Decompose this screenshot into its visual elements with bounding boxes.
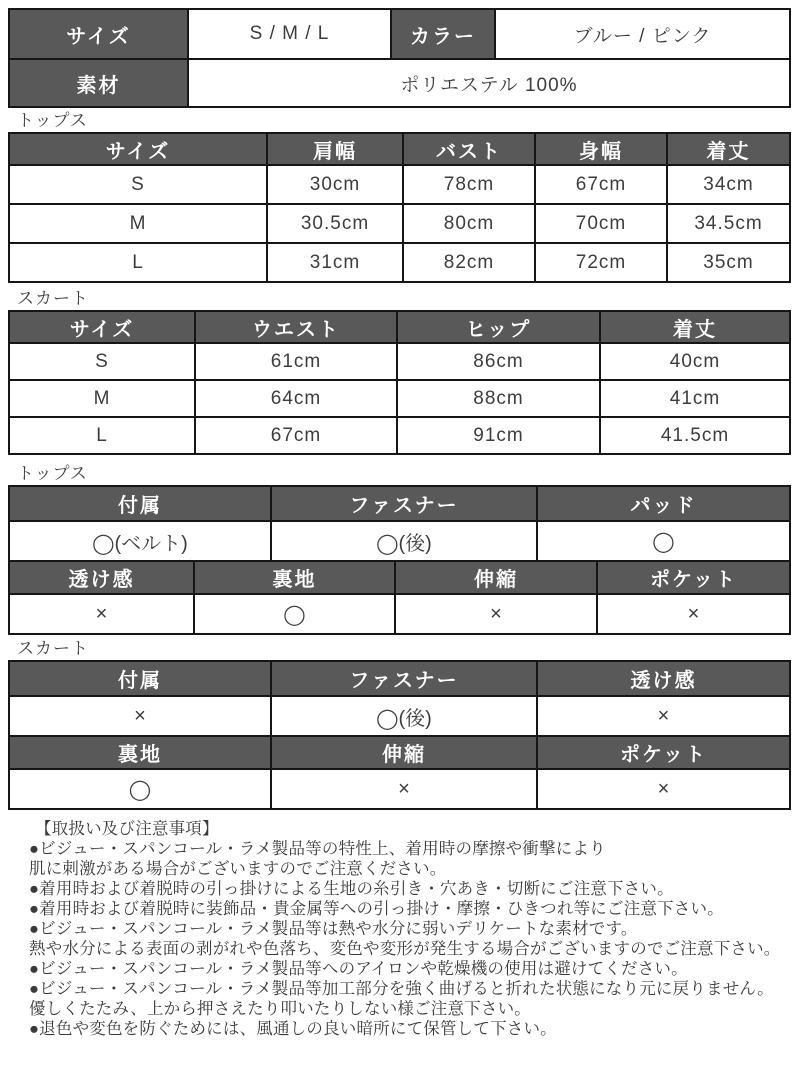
tops-attr-header-stretch: 伸縮 (394, 562, 596, 593)
skirt-attr-value-sheerness: × (536, 697, 789, 735)
skirt-col-header-hip: ヒップ (396, 312, 599, 342)
skirt-attr-header-accessory: 付属 (10, 662, 270, 695)
skirt-attr-value-lining: ◯ (128, 778, 152, 801)
skirt-l-waist: 67cm (194, 418, 396, 453)
care-note-line: 肌に刺激がある場合がございますのでご注意ください。 (29, 860, 447, 878)
care-note-line: ●ビジュー・スパンコール・ラメ製品等へのアイロンや乾燥機の使用は避けてください。 (29, 960, 688, 978)
skirt-m-hip: 88cm (396, 381, 599, 416)
skirt-attr-header-row-1 (10, 662, 789, 695)
skirt-col-header-length: 着丈 (599, 312, 789, 342)
skirt-attr-header-row-2 (10, 735, 789, 768)
tops-s-size: S (131, 173, 145, 195)
care-note-line: ●着用時および着脱時の引っ掛けによる生地の糸引き・穴あき・切断にご注意下さい。 (29, 880, 674, 898)
skirt-attr-value-row-2 (10, 768, 789, 808)
skirt-size-row-m (10, 379, 789, 416)
tops-m-bust: 80cm (402, 205, 534, 242)
skirt-s-length: 40cm (599, 344, 789, 379)
tops-col-header-length: 着丈 (666, 134, 789, 164)
care-notes-title: 【取扱い及び注意事項】 (35, 820, 219, 838)
tops-attr-value-row-1 (10, 520, 789, 560)
material-value-cell: ポリエステル 100% (187, 60, 789, 106)
tops-s-bodywidth: 67cm (534, 166, 666, 203)
tops-attr-header-lining: 裏地 (193, 562, 394, 593)
skirt-col-header-size: サイズ (10, 312, 194, 342)
skirt-attr-table (8, 660, 791, 810)
tops-attr-value-pocket: × (596, 595, 789, 633)
skirt-attr-header-stretch: 伸縮 (270, 737, 536, 768)
tops-attr-header-fastener: ファスナー (270, 487, 536, 520)
product-info-table (8, 8, 791, 108)
tops-size-table (8, 132, 791, 283)
skirt-size-table (8, 310, 791, 455)
tops-m-size: M (129, 212, 147, 234)
tops-attr-header-sheerness: 透け感 (10, 562, 193, 593)
skirt-l-length: 41.5cm (599, 418, 789, 453)
skirt-size-header-row (10, 312, 789, 342)
info-row-size-color (10, 10, 789, 58)
care-note-line: ●着用時および着脱時に装飾品・貴金属等への引っ掛け・摩擦・ひきつれ等にご注意下さい。 (29, 900, 724, 918)
tops-attr-section-label: トップス (17, 464, 88, 483)
tops-attr-value-sheerness: × (95, 602, 108, 625)
tops-attr-header-pad: パッド (536, 487, 789, 520)
size-value-cell: S / M / L (187, 10, 390, 58)
skirt-col-header-waist: ウエスト (194, 312, 396, 342)
skirt-size-section-label: スカート (17, 289, 89, 308)
tops-l-size: L (132, 251, 144, 273)
skirt-attr-header-lining: 裏地 (10, 737, 270, 768)
skirt-attr-header-pocket: ポケット (536, 737, 789, 768)
tops-attr-value-row-2 (10, 593, 789, 633)
tops-size-header-row (10, 134, 789, 164)
tops-attr-value-stretch: × (394, 595, 596, 633)
skirt-m-length: 41cm (599, 381, 789, 416)
skirt-attr-value-fastener: ◯(後) (270, 697, 536, 735)
tops-m-length: 34.5cm (666, 205, 789, 242)
tops-attr-header-accessory: 付属 (10, 487, 270, 520)
tops-col-header-shoulder: 肩幅 (266, 134, 402, 164)
tops-attr-table (8, 485, 791, 635)
tops-col-header-size: サイズ (10, 134, 266, 164)
skirt-attr-header-sheerness: 透け感 (536, 662, 789, 695)
skirt-size-row-l (10, 416, 789, 453)
color-header-cell: カラー (390, 10, 494, 58)
skirt-attr-value-accessory: × (134, 704, 146, 727)
tops-size-row-s (10, 164, 789, 203)
care-note-line: ●ビジュー・スパンコール・ラメ製品等は熱や水分に弱いデリケートな素材です。 (29, 920, 638, 938)
care-note-line: 熱や水分による表面の剥がれや色落ち、変色や変形が発生する場合がございますのでご注意下さい。 (29, 940, 781, 958)
skirt-s-waist: 61cm (194, 344, 396, 379)
tops-attr-value-accessory: ◯(ベルト) (92, 532, 188, 555)
tops-s-length: 34cm (666, 166, 789, 203)
tops-attr-header-row-1 (10, 487, 789, 520)
tops-l-bodywidth: 72cm (534, 244, 666, 281)
tops-size-row-m (10, 203, 789, 242)
tops-attr-value-pad: ◯ (536, 522, 789, 560)
info-row-material (10, 58, 789, 106)
tops-col-header-bodywidth: 身幅 (534, 134, 666, 164)
skirt-size-row-s (10, 342, 789, 379)
tops-m-bodywidth: 70cm (534, 205, 666, 242)
skirt-attr-header-fastener: ファスナー (270, 662, 536, 695)
skirt-attr-value-stretch: × (270, 770, 536, 808)
size-header-cell: サイズ (10, 10, 187, 58)
skirt-l-size: L (96, 424, 108, 446)
skirt-attr-section-label: スカート (17, 639, 89, 658)
material-header-cell: 素材 (10, 60, 187, 106)
color-value-cell: ブルー / ピンク (494, 10, 789, 58)
skirt-l-hip: 91cm (396, 418, 599, 453)
tops-size-section-label: トップス (17, 111, 88, 130)
tops-size-row-l (10, 242, 789, 281)
care-note-line: ●退色や変色を防ぐためには、風通しの良い暗所にて保管して下さい。 (29, 1020, 557, 1038)
care-note-line: ●ビジュー・スパンコール・ラメ製品等加工部分を強く曲げると折れた状態になり元に戻りません。 (29, 980, 774, 998)
skirt-s-hip: 86cm (396, 344, 599, 379)
tops-s-shoulder: 30cm (266, 166, 402, 203)
care-note-line: ●ビジュー・スパンコール・ラメ製品等の特性上、着用時の摩擦や衝撃により (29, 840, 606, 858)
tops-attr-header-row-2 (10, 560, 789, 593)
tops-l-length: 35cm (666, 244, 789, 281)
tops-l-bust: 82cm (402, 244, 534, 281)
tops-col-header-bust: バスト (402, 134, 534, 164)
skirt-attr-value-pocket: × (536, 770, 789, 808)
care-note-line: 優しくたたみ、上から押さえたり叩いたりしない様ご注意下さい。 (29, 1000, 531, 1018)
care-notes-section (29, 819, 781, 1039)
skirt-s-size: S (95, 350, 109, 372)
skirt-m-size: M (93, 387, 111, 409)
tops-l-shoulder: 31cm (266, 244, 402, 281)
tops-s-bust: 78cm (402, 166, 534, 203)
skirt-attr-value-row-1 (10, 695, 789, 735)
skirt-m-waist: 64cm (194, 381, 396, 416)
tops-m-shoulder: 30.5cm (266, 205, 402, 242)
tops-attr-value-fastener: ◯(後) (270, 522, 536, 560)
tops-attr-value-lining: ◯ (193, 595, 394, 633)
tops-attr-header-pocket: ポケット (596, 562, 789, 593)
